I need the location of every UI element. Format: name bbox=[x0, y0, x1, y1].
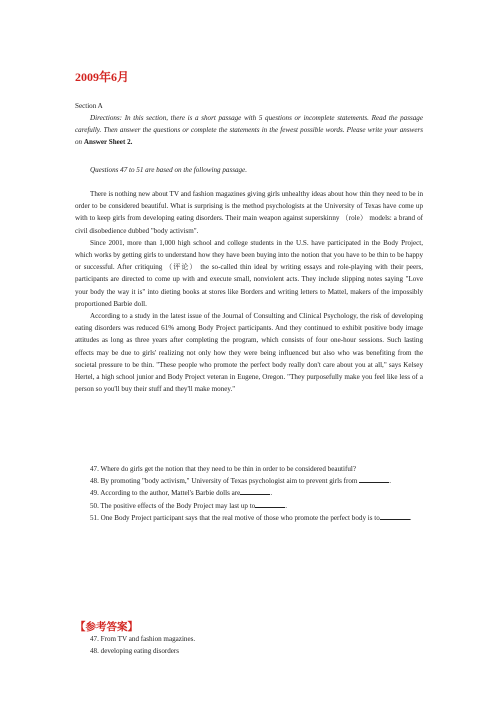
questions-intro: Questions 47 to 51 are based on the following passage. bbox=[90, 166, 247, 174]
answer-sheet-label: Answer Sheet 2. bbox=[83, 138, 133, 147]
directions bbox=[75, 112, 423, 149]
question-text: 48. By promoting "body activism," University of Texas psychologist aim to prevent girls from bbox=[90, 477, 358, 486]
question-text: 50. The positive effects of the Body Project may last up to bbox=[90, 501, 256, 510]
question-item: 51. One Body Project participant says that the real motive of those who promote the perfect body is to . bbox=[90, 513, 412, 522]
question-item: 48. By promoting "body activism," University of Texas psychologist aim to prevent girls from . bbox=[90, 477, 391, 486]
question-list bbox=[75, 463, 423, 524]
page-heading: 2009年6月 bbox=[75, 70, 130, 84]
directions-label: Directions: bbox=[90, 114, 123, 122]
answer-item: 47. From TV and fashion magazines. bbox=[90, 635, 196, 643]
answer-blank[interactable] bbox=[359, 476, 389, 483]
answer-list bbox=[75, 633, 423, 657]
answer-blank[interactable] bbox=[380, 513, 410, 520]
section-label: Section A bbox=[75, 102, 103, 110]
answer-item: 48. developing eating disorders bbox=[90, 647, 180, 656]
question-text: 49. According to the author, Mattel's Barbie dolls are bbox=[90, 489, 241, 498]
reading-passage bbox=[75, 188, 423, 395]
question-item bbox=[75, 463, 423, 475]
question-item: 49. According to the author, Mattel's Barbie dolls are . bbox=[90, 489, 273, 498]
answer-blank[interactable] bbox=[240, 488, 270, 495]
answer-blank[interactable] bbox=[255, 501, 285, 508]
directions-text: In this section, there is a short passage with 5 questions or incomplete statements. Read the passage carefully. Then answer the questions or complete the statements in the fewest possible words. Please write your answers on bbox=[75, 114, 423, 147]
answers-heading: 【参考答案】 bbox=[75, 622, 138, 633]
passage-paragraph: Since 2001, more than 1,000 high school and college students in the U.S. have participated in the Body Project, which works by getting girls to understand how they have been buying into the notion that you have to be thin to be happy or successful. After critiquing （评论） the so-called thin ideal by writing essays and role-playing with their peers, participants are directed to come up with and execute small, nonviolent acts. They include slipping notes saying "Love your body the way it is" into dieting books at stores like Borders and writing letters to Mattel, makers of the impossibly proportioned Barbie doll. bbox=[75, 238, 423, 308]
question-text: 47. Where do girls get the notion that they need to be thin in order to be considered beautiful? bbox=[90, 465, 357, 473]
passage-paragraph: According to a study in the latest issue of the Journal of Consulting and Clinical Psychology, the risk of developing eating disorders was reduced 61% among Body Project participants. And they continued to exhibit positive body image attitudes as long as three years after completing the program, which consists of four one-hour sessions. Such lasting effects may be due to girls' realizing not only how they were being influenced but also who was benefiting from the societal pressure to be thin. "These people who promote the perfect body really don't care about you at all," says Kelsey Hertel, a high school junior and Body Project veteran in Eugene, Oregon. "They purposefully make you feel like less of a person so you'll buy their stuff and they'll make money." bbox=[75, 312, 423, 394]
question-text: 51. One Body Project participant says that the real motive of those who promote the perfect body is to bbox=[90, 513, 380, 522]
passage-paragraph: There is nothing new about TV and fashion magazines giving girls unhealthy ideas about how thin they need to be in order to be considered beautiful. What is surprising is the method psychologists at the University of Texas have come up with to keep girls from developing eating disorders. Their main weapon against superskinny （role） models: a brand of civil disobedience dubbed "body activism". bbox=[75, 190, 423, 235]
question-item: 50. The positive effects of the Body Project may last up to . bbox=[90, 501, 288, 510]
